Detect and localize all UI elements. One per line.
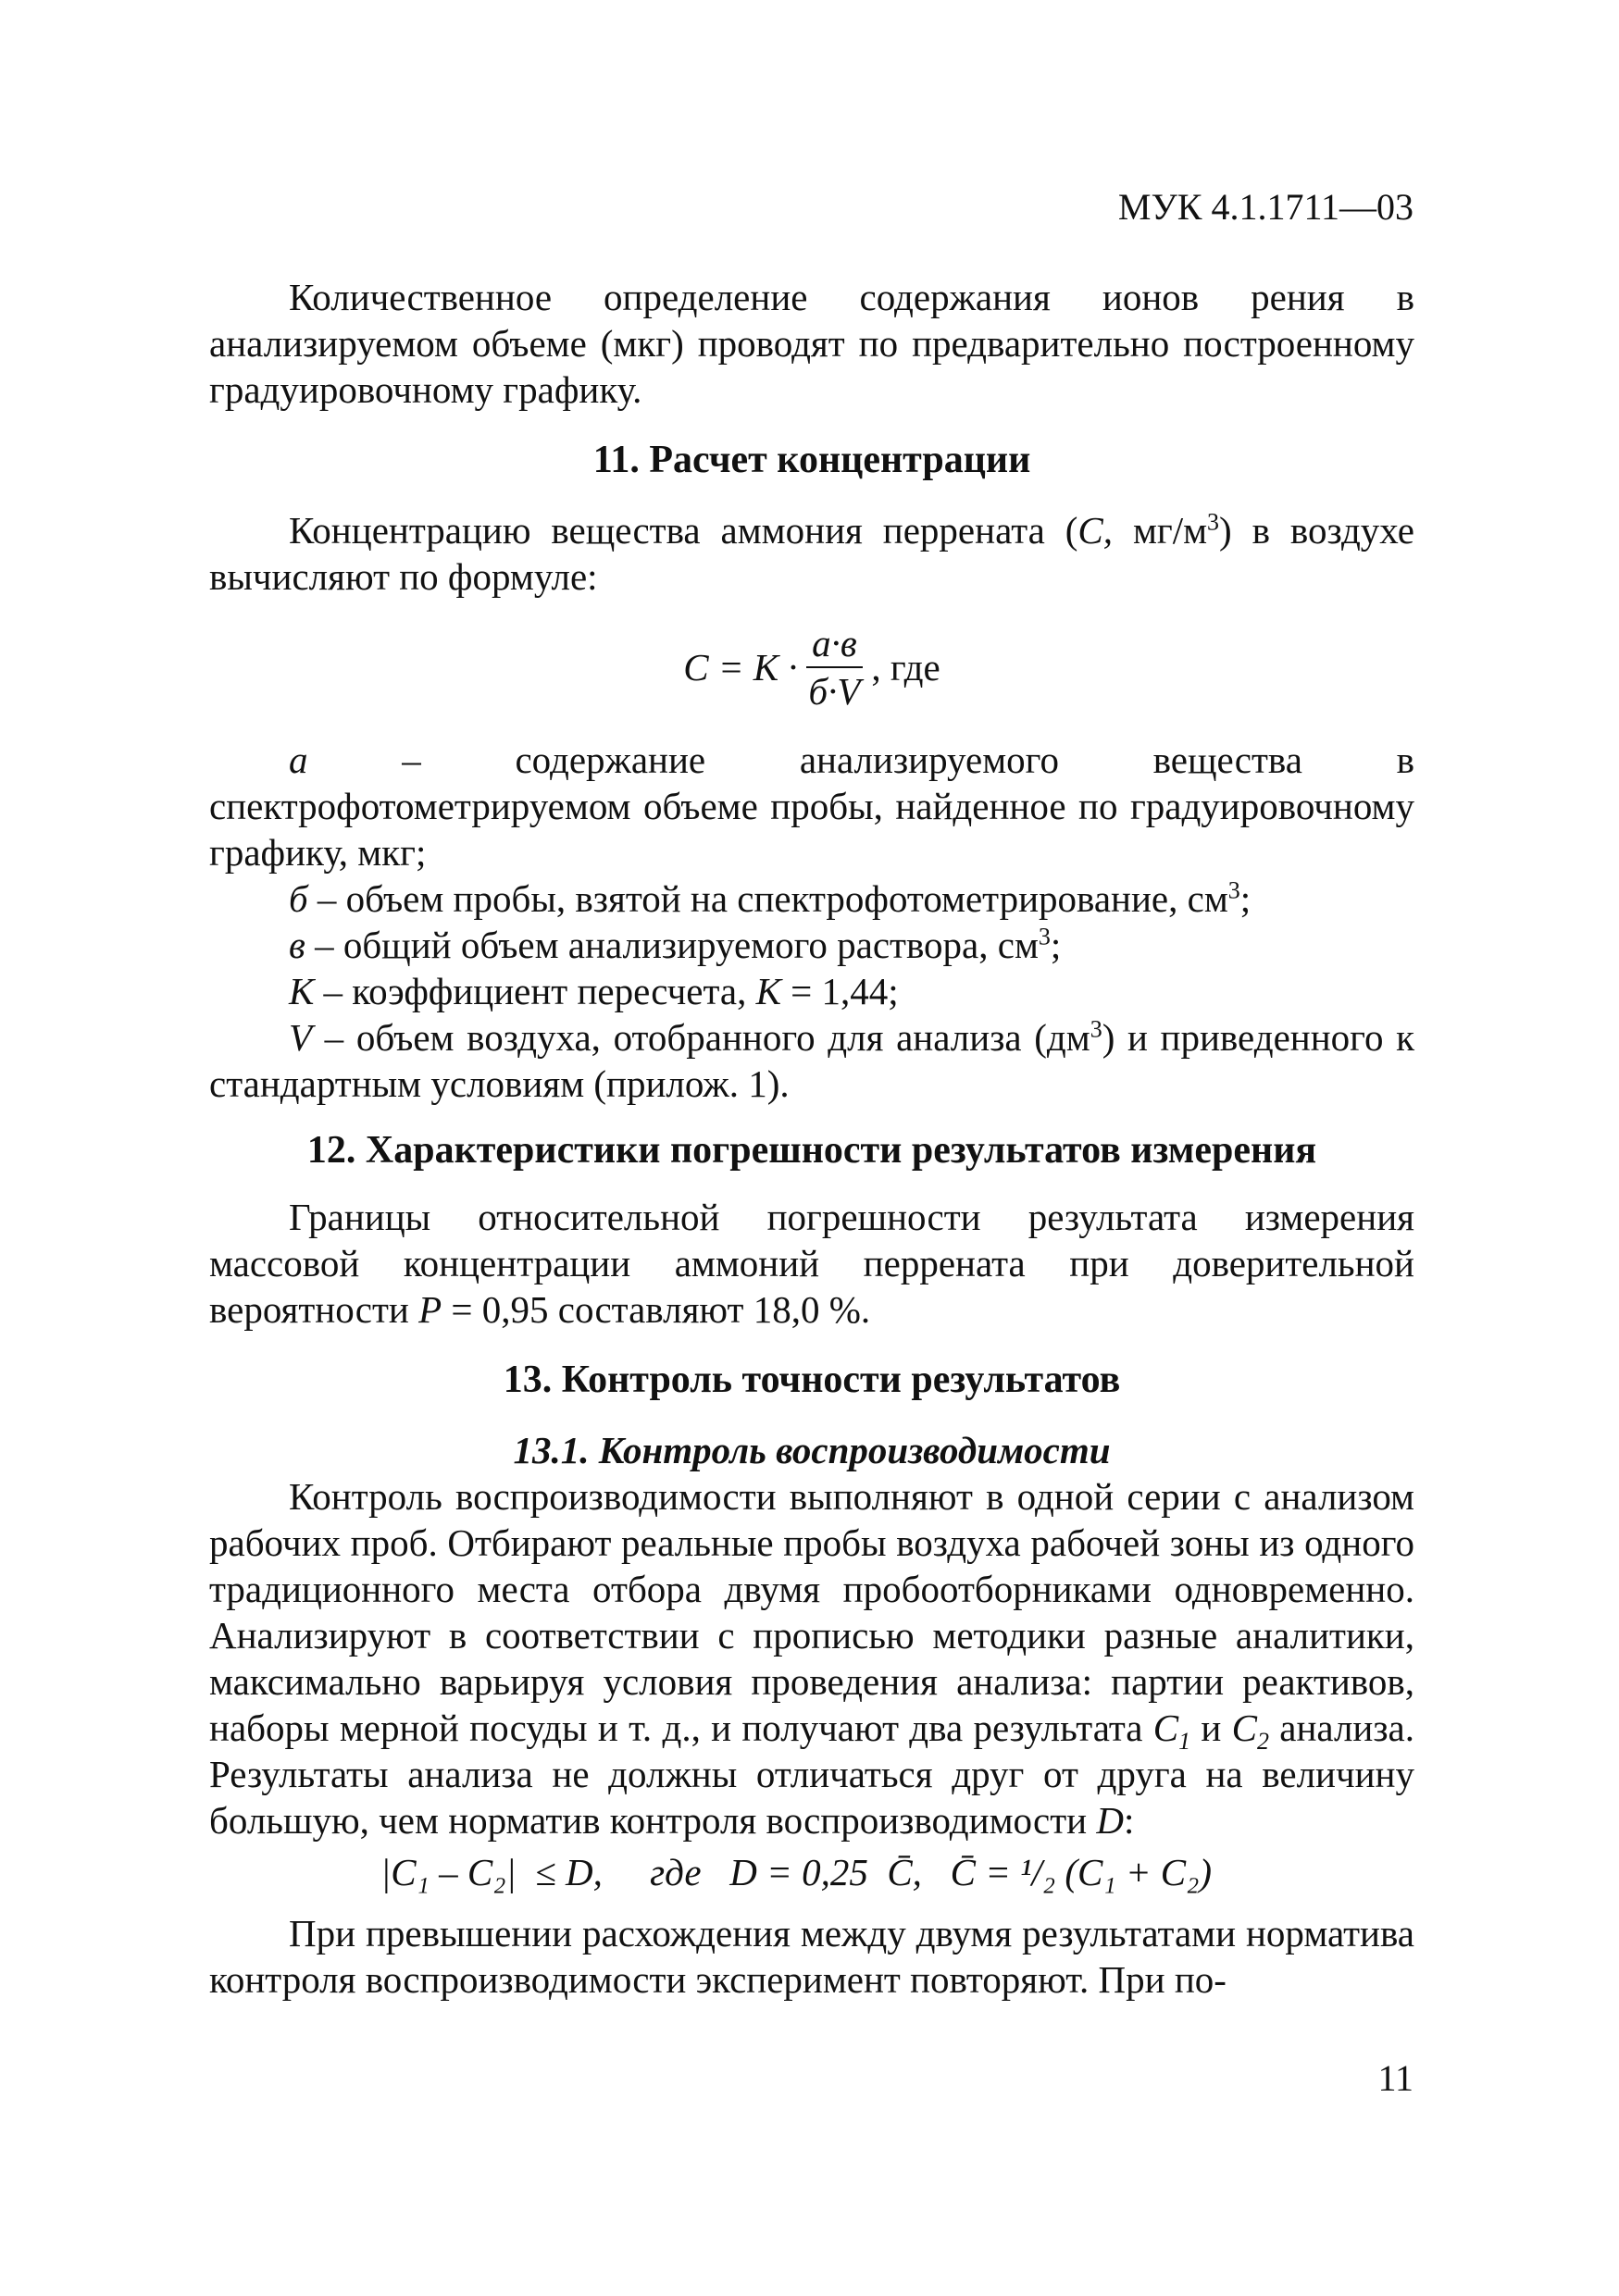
definition-item	[209, 737, 1414, 875]
definition-tail: ) и приведенного к стандартным условиям (прилож. 1).	[209, 1016, 1414, 1105]
text-fragment: = 0,95 составляют 18,0 %.	[442, 1288, 871, 1331]
definition-symbol: в	[289, 924, 305, 966]
superscript: 3	[1207, 508, 1220, 536]
section-11-title: 11. Расчет концентрации	[592, 439, 1031, 481]
subscript: 2	[1256, 1728, 1269, 1756]
definition-item	[209, 875, 1414, 922]
definition-text: – общий объем анализируемого раствора, см	[305, 924, 1039, 966]
section-12-title: 12. Характеристики погрешности результатов измерения	[306, 1129, 1317, 1172]
definition-item	[209, 1014, 1414, 1107]
definitions-list	[209, 737, 1414, 1107]
definition-text: – содержание анализируемого вещества в спектрофотометрируемом объеме пробы, найденное по градуировочному графику, мкг;	[209, 738, 1414, 874]
definition-tail: ;	[1050, 924, 1062, 966]
definition-text: – объем воздуха, отобранного для анализа (дм	[312, 1016, 1090, 1059]
formula-numerator: а·в	[806, 622, 863, 668]
definition-symbol: К	[289, 970, 315, 1012]
text-fragment: Границы относительной погрешности результата измерения массовой концентрации аммоний перрената при доверительной вероятности	[209, 1196, 1414, 1331]
definition-tail: ;	[1239, 877, 1252, 920]
variable-c2: С	[1231, 1706, 1257, 1749]
definition-symbol: К	[755, 970, 781, 1012]
page-number: 11	[1377, 2057, 1414, 2099]
text-fragment: Контроль воспроизводимости выполняют в одной серии с анализом рабочих проб. Отбирают реальные пробы воздуха рабочей зоны из одного традиционного места отбора двумя пробоотборниками одновременно. Анализируют в соответствии с прописью методики разные аналитики, максимально варьируя условия проведения анализа: партии реактивов, наборы мерной посуды и т. д., и получают два результата	[209, 1475, 1414, 1749]
text-fragment: и	[1190, 1706, 1232, 1749]
variable-d: D	[1096, 1799, 1124, 1842]
definition-tail: = 1,44;	[780, 970, 899, 1012]
formula-suffix: , где	[871, 646, 940, 689]
superscript: 3	[1090, 1015, 1102, 1043]
definition-symbol: б	[289, 877, 308, 920]
definition-symbol: а	[289, 738, 308, 781]
section-13-1-subtitle: 13.1. Контроль воспроизводимости	[513, 1429, 1111, 1471]
reproducibility-formula: |C₁ – C₂| ≤ D, где D = 0,25 C̄, C̄ = ¹/₂ (C₁ + C₂)	[380, 1851, 1213, 1893]
text-fragment: анализа. Результаты анализа не должны отличаться друг от друга на величину большую, чем норматив контроля воспроизводимости	[209, 1706, 1415, 1842]
variable-c1: С	[1152, 1706, 1179, 1749]
definition-symbol: V	[289, 1016, 313, 1059]
variable-p: Р	[418, 1288, 442, 1331]
section-11-paragraph	[209, 507, 1414, 600]
text-fragment: Концентрацию вещества аммония перрената (	[289, 509, 1078, 552]
section-13-paragraph-1	[209, 1473, 1414, 1843]
formula-denominator: б·V	[808, 670, 861, 713]
page-content	[209, 274, 1414, 2003]
intro-paragraph: Количественное определение содержания ионов рения в анализируемом объеме (мкг) проводят по предварительно построенному градуировочному графику.	[209, 276, 1414, 411]
variable-c: С,	[1077, 509, 1114, 552]
unit-text: мг/м	[1113, 509, 1208, 552]
section-12-paragraph	[209, 1194, 1414, 1333]
definition-text: – объем пробы, взятой на спектрофотометрирование, см	[307, 877, 1228, 920]
definition-item	[209, 968, 1414, 1014]
text-fragment: ) в воздухе вычисляют по формуле:	[209, 509, 1414, 598]
formula-lhs: С = К ·	[683, 646, 798, 689]
subscript: 1	[1178, 1728, 1191, 1756]
text-fragment: :	[1123, 1799, 1135, 1842]
definition-item	[209, 922, 1414, 968]
concentration-formula	[209, 622, 1414, 713]
section-13-paragraph-2: При превышении расхождения между двумя результатами норматива контроля воспроизводимости эксперимент повторяют. При по-	[209, 1912, 1414, 2001]
superscript: 3	[1227, 876, 1240, 904]
document-code: МУК 4.1.1711—03	[1117, 186, 1414, 228]
formula-fraction	[803, 622, 866, 713]
superscript: 3	[1038, 923, 1051, 950]
definition-text: – коэффициент пересчета,	[314, 970, 756, 1012]
section-13-title: 13. Контроль точности результатов	[503, 1359, 1121, 1401]
